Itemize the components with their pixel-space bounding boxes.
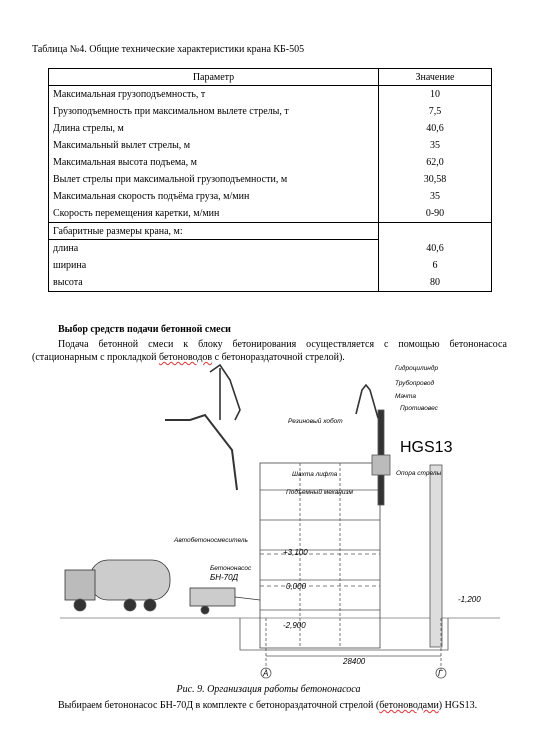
value: 80 <box>430 276 440 288</box>
figure-caption: Рис. 9. Организация работы бетононасоса <box>176 684 361 695</box>
label-hose: Резиновый хобот <box>288 418 343 425</box>
spellcheck-word: бетоноводами <box>379 700 439 711</box>
label-shaft: Шахта лифта <box>292 471 338 478</box>
value: 62,0 <box>426 157 444 168</box>
level-right: -1,200 <box>458 595 481 604</box>
text: Подача бетонной смеси к блоку бетонирования осуществляется с помощью бетононасоса (стационарным с прокладкой <box>32 339 507 363</box>
pump-organization-figure <box>60 360 500 682</box>
dimension: длина <box>53 243 79 254</box>
parameter: Длина стрелы, м <box>53 123 124 134</box>
value: 35 <box>430 191 440 202</box>
parameter: Грузоподъемность при максимальном вылете стрелы, т <box>53 106 289 117</box>
parameter: Максимальная грузоподъемность, т <box>53 89 206 100</box>
spec-table <box>48 68 492 292</box>
value: 40,6 <box>426 123 444 134</box>
table-row <box>49 86 492 223</box>
value: 6 <box>432 259 438 271</box>
table-caption: Таблица №4. Общие технические характеристики крана КБ-505 <box>32 44 305 55</box>
text: Выбираем бетононасос БН-70Д в комплекте с бетонораздаточной стрелой ( <box>58 700 380 711</box>
dimensions-value-cell <box>379 223 492 292</box>
value: 10 <box>430 89 440 100</box>
label-hydro: Гидроцилиндр <box>395 365 439 372</box>
spellcheck-word: бетоноводов <box>158 352 213 363</box>
label-mast: Мачта <box>395 393 416 400</box>
dimension: ширина <box>53 260 87 271</box>
level-minus: -2,900 <box>283 621 306 630</box>
section-title: Выбор средств подачи бетонной смеси <box>58 324 231 335</box>
label-pump-model: БН-70Д <box>210 573 239 582</box>
axis-a: А <box>263 669 269 678</box>
paragraph-2 <box>32 699 507 712</box>
parameter: Максимальный вылет стрелы, м <box>53 140 191 151</box>
spacer <box>383 224 487 240</box>
level-plus: +3,100 <box>283 548 308 557</box>
parameter: Скорость перемещения каретки, м/мин <box>53 208 220 219</box>
parameter: Вылет стрелы при максимальной грузоподъемности, м <box>53 174 288 185</box>
value: 7,5 <box>428 106 442 117</box>
value: 40,6 <box>426 242 444 254</box>
header-parameter: Параметр <box>49 69 379 86</box>
label-model: HGS13 <box>400 439 453 456</box>
text: с бетонораздаточной стрелой). <box>212 352 345 363</box>
parameter: Максимальная высота подъема, м <box>53 157 197 168</box>
value: 35 <box>430 140 440 151</box>
dimensions-label: Габаритные размеры крана, м: <box>49 223 379 240</box>
dimensions-cell <box>49 240 379 292</box>
label-counterweight: Противовес <box>400 405 438 412</box>
level-zero: 0,000 <box>286 582 307 591</box>
parameter: Максимальная скорость подъёма груза, м/мин <box>53 191 250 202</box>
value: 30,58 <box>423 174 447 185</box>
table-row-dimensions-label <box>49 223 492 240</box>
label-lift: Подъемный механизм <box>286 489 353 496</box>
span-dimension: 28400 <box>343 657 366 666</box>
header-value: Значение <box>379 69 492 86</box>
label-support: Опора стрелы <box>396 470 442 477</box>
table-header-row <box>49 69 492 86</box>
parameter-cell <box>49 86 379 223</box>
value: 0-90 <box>425 208 445 219</box>
label-mixer: Автобетоносмеситель <box>174 537 248 544</box>
label-pipe: Трубопровод <box>395 380 435 387</box>
text: ) HGS13. <box>438 700 478 711</box>
label-pump: Бетононасос <box>210 565 252 572</box>
value-cell <box>379 86 492 223</box>
axis-g: Г <box>438 669 443 678</box>
dimension: высота <box>53 277 83 288</box>
